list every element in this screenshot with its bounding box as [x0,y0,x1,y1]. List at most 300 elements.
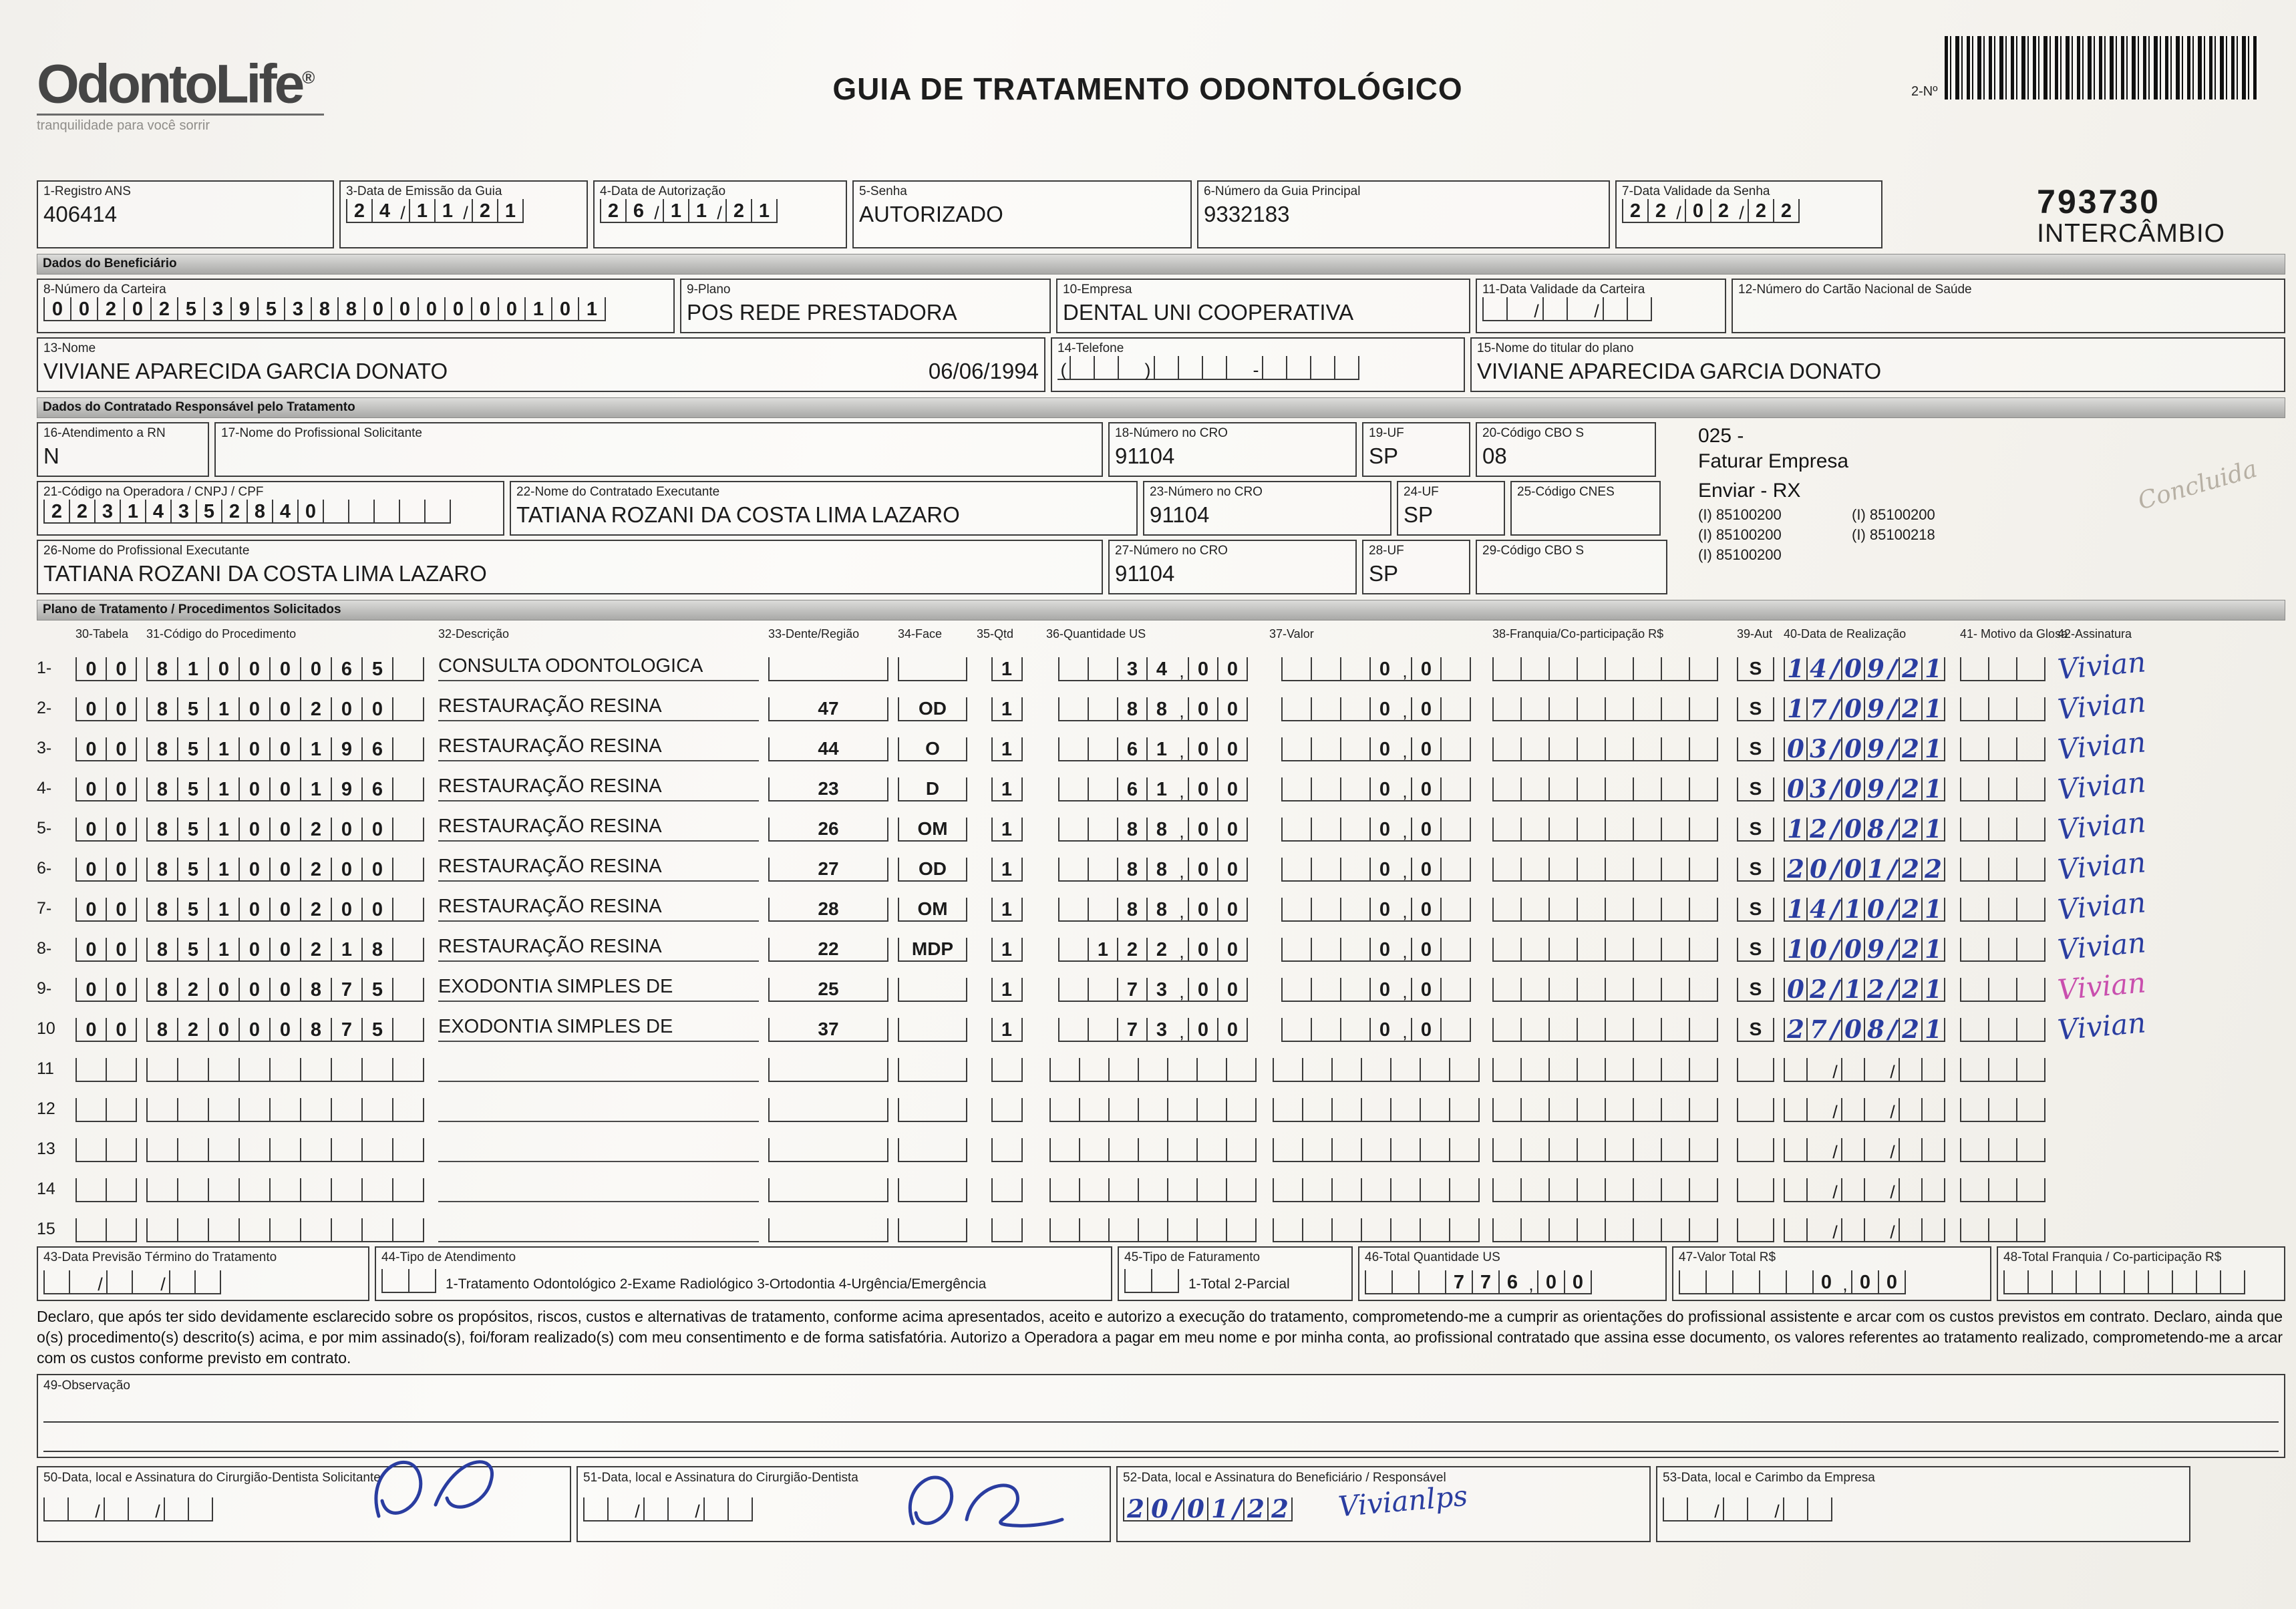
beneficiario-nome: VIVIANE APARECIDA GARCIA DONATO [43,359,448,383]
franquia-comb [1492,657,1728,681]
field-label: 17-Nome do Profissional Solicitante [221,426,422,440]
procedure-row [37,1002,2285,1047]
quantidade-us-comb [1046,1178,1260,1202]
assinatura-handwriting: Vivian [2056,645,2148,686]
field-label: 46-Total Quantidade US [1365,1250,1500,1264]
aut-cell: S [1737,818,1774,842]
codigo-procedimento-comb [146,1218,429,1242]
face-cell [898,1098,967,1122]
tabela-comb: 0 0 [75,818,137,842]
quantidade-us-comb: 8 8 , 0 0 [1046,697,1260,721]
field-uf-24 [1397,481,1505,536]
field-valor-total [1672,1246,1991,1301]
descricao-cell: EXODONTIA SIMPLES DE [438,974,759,1002]
descricao-cell [438,1174,759,1202]
procedure-row [37,1162,2285,1202]
codigo-operadora-comb: 2 2 3 1 4 3 5 2 8 4 0 [43,500,451,524]
descricao-cell [438,1134,759,1162]
field-value: AUTORIZADO [859,202,1003,226]
valor-comb: 0 , 0 [1269,737,1483,761]
quantidade-us-comb [1046,1138,1260,1162]
field-label: 5-Senha [859,184,907,198]
face-cell [898,1218,967,1242]
valor-comb: 0 , 0 [1269,938,1483,962]
codigo-procedimento-comb: 8 5 1 0 0 1 9 6 [146,777,429,801]
procedure-row [37,641,2285,686]
signatures-row [37,1466,2285,1542]
procedure-row [37,1122,2285,1162]
row-number: 12 [37,1099,55,1118]
face-cell: OM [898,898,967,922]
codigo-procedimento-comb: 8 5 1 0 0 1 9 6 [146,737,429,761]
quantidade-us-comb: 7 3 , 0 0 [1046,978,1260,1002]
procedure-row [37,842,2285,886]
aut-cell: S [1737,697,1774,721]
aut-cell: S [1737,737,1774,761]
face-cell [898,1178,967,1202]
motivo-glosa-comb [1960,818,2048,842]
dente-regiao-cell [768,1138,888,1162]
franquia-comb [1492,697,1728,721]
field-value: DENTAL UNI COOPERATIVA [1063,300,1354,325]
previsao-termino-comb: / / [43,1270,221,1294]
dente-regiao-cell: 22 [768,938,888,962]
field-registro-ans [37,180,334,248]
col-valor: 37-Valor [1269,627,1314,641]
motivo-glosa-comb [1960,1058,2048,1082]
col-motivo-glosa: 41- Motivo da Glosa [1960,627,2068,641]
field-label: 52-Data, local e Assinatura do Beneficiário / Responsável [1123,1471,1446,1485]
motivo-glosa-comb [1960,1178,2048,1202]
aut-cell: S [1737,978,1774,1002]
barcode-block [1911,9,2285,100]
dente-regiao-cell: 25 [768,978,888,1002]
qtd-comb: 1 [977,1018,1037,1042]
field-label: 26-Nome do Profissional Executante [43,544,250,558]
descricao-cell: RESTAURAÇÃO RESINA [438,934,759,962]
data-realizacao-comb: 2 0 / 0 1 / 2 2 [1784,858,1951,882]
field-label: 11-Data Validade da Carteira [1482,283,1645,297]
motivo-glosa-comb [1960,697,2048,721]
dente-regiao-cell [768,1058,888,1082]
field-value: POS REDE PRESTADORA [687,300,957,325]
field-value: 91104 [1115,443,1175,468]
field-codigo-operadora [37,481,504,536]
data-realizacao-comb: / / [1784,1058,1951,1082]
field-label: 25-Código CNES [1517,485,1615,499]
odontolife-logo [37,9,384,134]
field-cbo-20 [1476,422,1656,477]
dente-regiao-cell: 47 [768,697,888,721]
section-plano-tratamento: Plano de Tratamento / Procedimentos Solicitados [37,600,2285,620]
row-number: 3- [37,739,52,757]
field-label: 16-Atendimento a RN [43,426,166,440]
aut-cell: S [1737,858,1774,882]
valor-comb: 0 , 0 [1269,818,1483,842]
field-cnes-25 [1510,481,1661,536]
face-cell [898,657,967,681]
descricao-cell: RESTAURAÇÃO RESINA [438,854,759,882]
codigo-procedimento-comb [146,1058,429,1082]
quantidade-us-comb: 8 8 , 0 0 [1046,818,1260,842]
sig-52-date-comb: 2 0 / 0 1 / 2 2 [1123,1497,1293,1522]
qtd-comb: 1 [977,737,1037,761]
franquia-comb [1492,1098,1728,1122]
row-number: 1- [37,659,52,677]
col-codigo: 31-Código do Procedimento [146,627,297,641]
field-label: 48-Total Franquia / Co-participação R$ [2003,1250,2222,1264]
franquia-comb [1492,818,1728,842]
descricao-cell [438,1094,759,1122]
descricao-cell: EXODONTIA SIMPLES DE [438,1014,759,1042]
descricao-cell [438,1054,759,1082]
guide-number-block [2037,180,2285,248]
validade-senha-comb: 2 2 / 0 2 / 2 2 [1622,199,1800,223]
tipo-atendimento-options: 1-Tratamento Odontológico 2-Exame Radiológico 3-Ortodontia 4-Urgência/Emergência [446,1276,987,1292]
assinatura-handwriting: Vivian [2056,966,2148,1007]
qtd-comb: 1 [977,777,1037,801]
motivo-glosa-comb [1960,898,2048,922]
motivo-glosa-comb [1960,737,2048,761]
sig-51-date-comb: / / [583,1497,753,1522]
qtd-comb: 1 [977,938,1037,962]
valor-comb: 0 , 0 [1269,978,1483,1002]
motivo-glosa-comb [1960,858,2048,882]
field-label: 47-Valor Total R$ [1679,1250,1776,1264]
franquia-comb [1492,898,1728,922]
qtd-comb: 1 [977,818,1037,842]
procedures-rows [37,641,2285,1242]
face-cell: OM [898,818,967,842]
data-realizacao-comb: 0 3 / 0 9 / 2 1 [1784,777,1951,801]
tipo-faturamento-options: 1-Total 2-Parcial [1188,1276,1290,1292]
beneficiario-signature: Vivianlps [1337,1479,1469,1524]
aut-cell: S [1737,657,1774,681]
field-label: 12-Número do Cartão Nacional de Saúde [1738,283,1972,297]
aut-cell: S [1737,938,1774,962]
field-cartao-nacional-saude [1732,279,2285,333]
dente-regiao-cell: 26 [768,818,888,842]
field-label: 4-Data de Autorização [600,184,726,198]
handwritten-concluida: Concluida [2134,455,2261,516]
field-label: 6-Número da Guia Principal [1204,184,1361,198]
field-label: 27-Número no CRO [1115,544,1228,558]
field-label: 15-Nome do titular do plano [1477,341,1634,355]
field-validade-senha [1615,180,1882,248]
fields-row-2 [37,279,2285,333]
field-total-quantidade-us [1358,1246,1667,1301]
data-realizacao-comb: 1 2 / 0 8 / 2 1 [1784,818,1951,842]
motivo-glosa-comb [1960,978,2048,1002]
dente-regiao-cell [768,1098,888,1122]
field-cro-27 [1108,540,1357,594]
field-data-autorizacao [593,180,847,248]
aut-cell: S [1737,1018,1774,1042]
logo-text: OdontoLife® [37,53,315,115]
field-total-franquia [1997,1246,2285,1301]
quantidade-us-comb: 3 4 , 0 0 [1046,657,1260,681]
field-empresa [1056,279,1470,333]
descricao-cell [438,1214,759,1242]
procedure-row [37,681,2285,726]
procedure-row [37,801,2285,846]
field-value: SP [1369,443,1399,468]
fields-row-1 [37,180,2285,248]
descricao-cell: RESTAURAÇÃO RESINA [438,693,759,721]
data-realizacao-comb: 1 7 / 0 9 / 2 1 [1784,697,1951,721]
dente-regiao-cell: 23 [768,777,888,801]
row-number: 8- [37,939,52,958]
field-value: SP [1404,502,1434,527]
descricao-cell: RESTAURAÇÃO RESINA [438,894,759,922]
dente-regiao-cell [768,657,888,681]
procedure-row [37,1042,2285,1082]
field-label: 9-Plano [687,283,731,297]
row-number: 11 [37,1059,54,1078]
codigo-procedimento-comb: 8 5 1 0 0 2 0 0 [146,818,429,842]
note-code: 025 - [1698,425,1744,447]
valor-comb: 0 , 0 [1269,1018,1483,1042]
row-number: 7- [37,899,52,918]
field-nome-beneficiario [37,337,1045,392]
observacao-line [43,1423,2279,1452]
numero-carteira-comb: 0 0 2 0 2 5 3 9 5 3 8 8 0 0 0 0 0 0 1 0 1 [43,297,606,321]
assinatura-handwriting: Vivian [2056,1006,2148,1047]
field-tipo-atendimento [375,1246,1112,1301]
tabela-comb [75,1218,137,1242]
codigo-procedimento-comb [146,1098,429,1122]
note-code-item: (I) 85100200 [1698,526,1782,543]
quantidade-us-comb [1046,1098,1260,1122]
field-profissional-solicitante [214,422,1103,477]
franquia-comb [1492,1058,1728,1082]
valor-comb [1269,1178,1483,1202]
quantidade-us-comb: 1 2 2 , 0 0 [1046,938,1260,962]
tabela-comb: 0 0 [75,657,137,681]
row-number: 6- [37,859,52,878]
franquia-comb [1492,1218,1728,1242]
field-label: 23-Número no CRO [1150,485,1263,499]
franquia-comb [1492,1018,1728,1042]
valor-comb: 0 , 0 [1269,657,1483,681]
valor-comb [1269,1218,1483,1242]
face-cell [898,1018,967,1042]
field-value [43,356,1039,387]
row-number: 15 [37,1220,55,1238]
tabela-comb: 0 0 [75,898,137,922]
field-label: 20-Código CBO S [1482,426,1585,440]
codigo-procedimento-comb: 8 5 1 0 0 2 0 0 [146,898,429,922]
sig-53-date-comb: / / [1663,1497,1832,1522]
franquia-comb [1492,777,1728,801]
row-number: 5- [37,819,52,838]
procedure-row [37,882,2285,926]
sig-dentista-solicitante-box [37,1466,571,1542]
tabela-comb: 0 0 [75,938,137,962]
field-label: 10-Empresa [1063,283,1132,297]
franquia-comb [1492,858,1728,882]
field-uf-28 [1362,540,1470,594]
procedure-row [37,922,2285,966]
note-code-item: (I) 85100218 [1852,526,1935,543]
barcode-number-label: 2-Nº [1911,84,1938,99]
data-realizacao-comb: 1 0 / 0 9 / 2 1 [1784,938,1951,962]
data-autorizacao-comb: 2 6 / 1 1 / 2 1 [600,199,778,223]
sig-50-date-comb: / / [43,1497,213,1522]
field-label: 44-Tipo de Atendimento [381,1250,516,1264]
tabela-comb: 0 0 [75,978,137,1002]
procedure-row [37,721,2285,766]
franquia-comb [1492,938,1728,962]
field-profissional-executante [37,540,1103,594]
tipo-faturamento-comb [1124,1269,1179,1293]
note-code-item: (I) 85100200 [1698,546,1782,563]
aut-cell [1737,1178,1774,1202]
data-realizacao-comb: 1 4 / 0 9 / 2 1 [1784,657,1951,681]
section-beneficiario: Dados do Beneficiário [37,254,2285,275]
note-faturar-empresa: Faturar Empresa [1698,450,1849,472]
codigo-procedimento-comb: 8 1 0 0 0 0 6 5 [146,657,429,681]
qtd-comb [977,1098,1037,1122]
data-realizacao-comb: / / [1784,1178,1951,1202]
valor-comb: 0 , 0 [1269,777,1483,801]
guide-number-type: INTERCÂMBIO [2037,219,2225,248]
procedure-row [37,1202,2285,1242]
col-franquia: 38-Franquia/Co-participação R$ [1492,627,1664,641]
form-title: GUIA DE TRATAMENTO ODONTOLÓGICO [832,71,1463,106]
data-realizacao-comb: 0 3 / 0 9 / 2 1 [1784,737,1951,761]
procedure-row [37,761,2285,806]
field-value: 91104 [1150,502,1210,527]
col-quantidade-us: 36-Quantidade US [1046,627,1146,641]
total-quantidade-us-comb: 7 7 6 , 0 0 [1365,1270,1592,1294]
assinatura-handwriting: Vivian [2056,886,2148,926]
data-realizacao-comb: 2 7 / 0 8 / 2 1 [1784,1018,1951,1042]
descricao-cell: CONSULTA ODONTOLOGICA [438,653,759,681]
tabela-comb: 0 0 [75,1018,137,1042]
form-header [37,9,2285,176]
field-label: 29-Código CBO S [1482,544,1585,558]
face-cell: OD [898,697,967,721]
valor-comb: 0 , 0 [1269,858,1483,882]
valor-comb: 0 , 0 [1269,697,1483,721]
codigo-procedimento-comb: 8 5 1 0 0 2 0 0 [146,858,429,882]
fields-row-3 [37,337,2285,392]
qtd-comb [977,1138,1037,1162]
field-value: TATIANA ROZANI DA COSTA LIMA LAZARO [516,502,960,527]
quantidade-us-comb: 8 8 , 0 0 [1046,858,1260,882]
tabela-comb: 0 0 [75,697,137,721]
guide-number: 793730 [2037,183,2160,220]
data-realizacao-comb: / / [1784,1218,1951,1242]
face-cell: MDP [898,938,967,962]
col-qtd: 35-Qtd [977,627,1014,641]
note-code-item: (I) 85100200 [1698,506,1782,523]
col-tabela: 30-Tabela [75,627,129,641]
assinatura-handwriting: Vivian [2056,685,2148,726]
field-senha [852,180,1192,248]
note-code-item: (I) 85100200 [1852,506,1935,523]
col-dente: 33-Dente/Região [768,627,860,641]
franquia-comb [1492,978,1728,1002]
codigo-procedimento-comb: 8 2 0 0 0 8 7 5 [146,978,429,1002]
assinatura-handwriting: Vivian [2056,725,2148,766]
field-label: 1-Registro ANS [43,184,131,198]
valor-total-comb: 0 , 0 0 [1679,1270,1906,1294]
field-uf-19 [1362,422,1470,477]
quantidade-us-comb: 6 1 , 0 0 [1046,737,1260,761]
qtd-comb: 1 [977,697,1037,721]
field-value: 406414 [43,202,118,226]
field-label: 22-Nome do Contratado Executante [516,485,720,499]
quantidade-us-comb: 6 1 , 0 0 [1046,777,1260,801]
row-number: 9- [37,979,52,998]
dente-regiao-cell: 28 [768,898,888,922]
data-realizacao-comb: 1 4 / 1 0 / 2 1 [1784,898,1951,922]
motivo-glosa-comb [1960,1138,2048,1162]
field-label: 53-Data, local e Carimbo da Empresa [1663,1471,1875,1485]
field-label: 51-Data, local e Assinatura do Cirurgião-Dentista [583,1471,858,1485]
tipo-atendimento-comb [381,1269,436,1293]
descricao-cell: RESTAURAÇÃO RESINA [438,814,759,842]
qtd-comb: 1 [977,978,1037,1002]
declaration-text: Declaro, que após ter sido devidamente esclarecido sobre os propósitos, riscos, custos e alternativas de tratamento, conforme acima apresentados, aceito e autorizo a execução do tratamento, comprometendo-me a cumprir as orientações do profissional assistente e arcar com os custos previstos em contrato. Declaro, ainda que o(s) procedimento(s) descrito(s) acima, e por mim assinado(s), foi/foram realizado(s) com meu consentimento e de forma satisfatória. Autorizo a Operadora a pagar em meu nome e por minha conta, ao profissional contratado que assina esse documento, os valores referentes ao tratamento realizado, comprometendo-me a arcar com os custos conforme previsto em contrato. [37,1308,2283,1367]
field-value: SP [1369,561,1399,586]
franquia-comb [1492,737,1728,761]
face-cell [898,978,967,1002]
field-cro-18 [1108,422,1357,477]
field-value: TATIANA ROZANI DA COSTA LIMA LAZARO [43,561,487,586]
motivo-glosa-comb [1960,938,2048,962]
col-descricao: 32-Descrição [438,627,510,641]
field-plano [680,279,1051,333]
field-value: N [43,443,59,468]
field-label: 14-Telefone [1057,341,1124,355]
observacao-label: 49-Observação [43,1379,130,1393]
aut-cell [1737,1138,1774,1162]
col-assinatura: 42-Assinatura [2058,627,2132,641]
assinatura-handwriting: Vivian [2056,765,2148,806]
codigo-procedimento-comb [146,1178,429,1202]
barcode [1945,36,2259,100]
field-data-emissao [339,180,588,248]
aut-cell [1737,1098,1774,1122]
section-contratado: Dados do Contratado Responsável pelo Tratamento [37,397,2285,418]
codigo-procedimento-comb: 8 2 0 0 0 8 7 5 [146,1018,429,1042]
row-number: 13 [37,1139,55,1158]
col-face: 34-Face [898,627,943,641]
note-codes [1698,505,2283,565]
field-nome-titular [1470,337,2285,392]
tabela-comb [75,1178,137,1202]
row-number: 2- [37,699,52,717]
telefone-comb: ( ) - [1057,356,1359,380]
data-emissao-comb: 2 4 / 1 1 / 2 1 [346,199,524,223]
face-cell: D [898,777,967,801]
procedure-row [37,962,2285,1007]
row-number: 4- [37,779,52,797]
aut-cell: S [1737,898,1774,922]
field-telefone [1051,337,1465,392]
field-tipo-faturamento [1118,1246,1353,1301]
registered-mark: ® [302,67,315,87]
quantidade-us-comb: 8 8 , 0 0 [1046,898,1260,922]
data-realizacao-comb: 0 2 / 1 2 / 2 1 [1784,978,1951,1002]
field-cbo-29 [1476,540,1667,594]
quantidade-us-comb: 7 3 , 0 0 [1046,1018,1260,1042]
row-number: 10 [37,1019,55,1038]
franquia-comb [1492,1138,1728,1162]
